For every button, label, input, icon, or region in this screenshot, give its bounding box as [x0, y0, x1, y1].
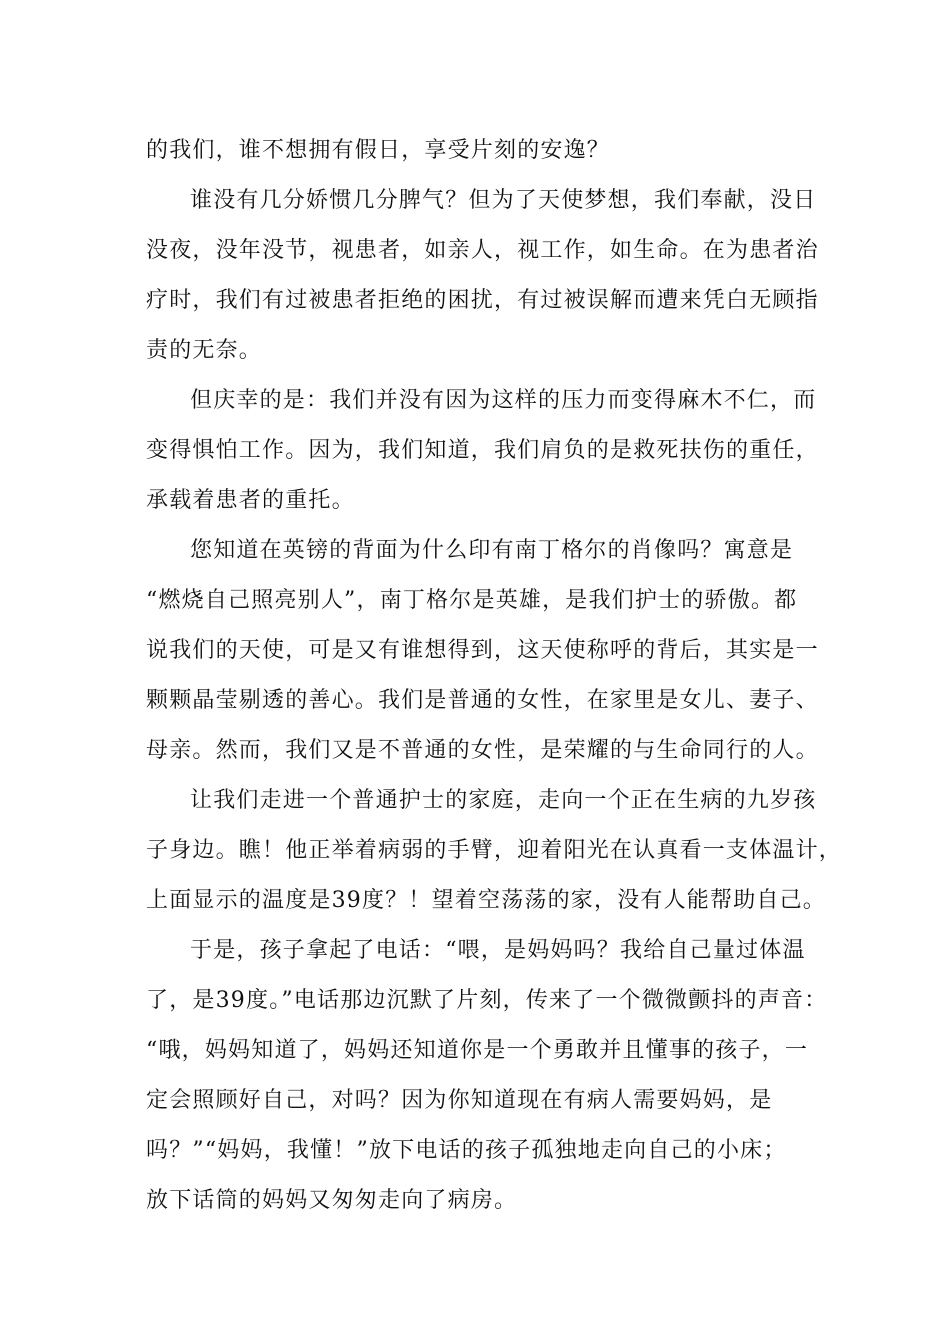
paragraph-first-line: 但庆幸的是：我们并没有因为这样的压力而变得麻木不仁，而 [190, 388, 817, 413]
text-line: 的我们，谁不想拥有假日，享受片刻的安逸？ [146, 138, 611, 163]
text-line: 责的无奈。 [146, 338, 263, 363]
text-line: 上面显示的温度是39度？！望着空荡荡的家，没有人能帮助自己。 [146, 888, 826, 913]
text-line: 承载着患者的重托。 [146, 488, 355, 513]
text-line: 疗时，我们有过被患者拒绝的困扰，有过被误解而遭来凭白无顾指 [146, 288, 819, 313]
text-line: 没夜，没年没节，视患者，如亲人，视工作，如生命。在为患者治 [146, 238, 819, 263]
text-line: 颗颗晶莹剔透的善心。我们是普通的女性，在家里是女儿、妻子、 [146, 688, 819, 713]
text-line: “燃烧自己照亮别人”，南丁格尔是英雄，是我们护士的骄傲。都 [146, 588, 798, 613]
paragraph-first-line: 您知道在英镑的背面为什么印有南丁格尔的肖像吗？寓意是 [190, 538, 794, 563]
paragraph-first-line: 于是，孩子拿起了电话：“喂，是妈妈吗？我给自己量过体温 [190, 938, 806, 963]
text-line: 放下话筒的妈妈又匆匆走向了病房。 [146, 1188, 518, 1213]
text-line: 母亲。然而，我们又是不普通的女性，是荣耀的与生命同行的人。 [146, 738, 819, 763]
text-line: “哦，妈妈知道了，妈妈还知道你是一个勇敢并且懂事的孩子，一 [146, 1038, 809, 1063]
text-line: 定会照顾好自己，对吗？因为你知道现在有病人需要妈妈，是 [146, 1088, 773, 1113]
text-line: 变得惧怕工作。因为，我们知道，我们肩负的是救死扶伤的重任， [146, 438, 819, 463]
text-line: 吗？”“妈妈，我懂！”放下电话的孩子孤独地走向自己的小床； [146, 1138, 787, 1163]
text-line: 了，是39度。”电话那边沉默了片刻，传来了一个微微颤抖的声音： [146, 988, 828, 1013]
text-line: 子身边。瞧！他正举着病弱的手臂，迎着阳光在认真看一支体温计， [146, 838, 843, 863]
text-line: 说我们的天使，可是又有谁想得到，这天使称呼的背后，其实是一 [146, 638, 819, 663]
paragraph-first-line: 谁没有几分娇惯几分脾气？但为了天使梦想，我们奉献，没日 [190, 188, 817, 213]
paragraph-first-line: 让我们走进一个普通护士的家庭，走向一个正在生病的九岁孩 [190, 788, 817, 813]
